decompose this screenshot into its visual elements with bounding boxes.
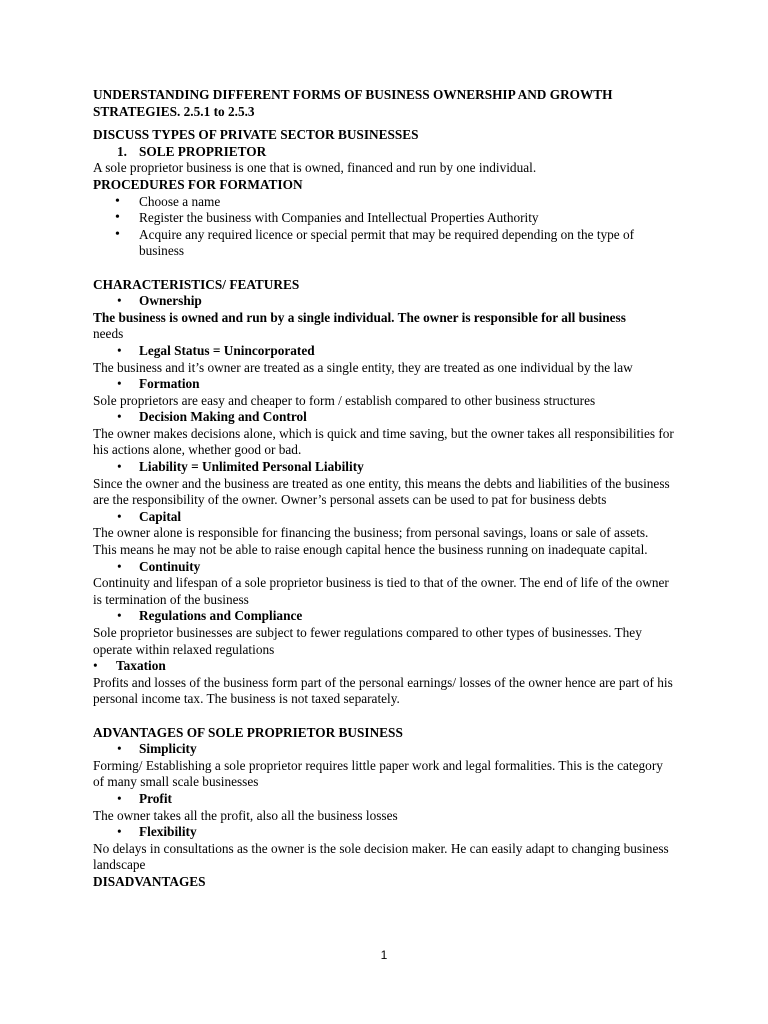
formation-steps-list (93, 194, 675, 260)
feature-text: Sole proprietors are easy and cheaper to form / establish compared to other business structures (93, 392, 596, 408)
section-heading-private-sector: DISCUSS TYPES OF PRIVATE SECTOR BUSINESSES (93, 127, 419, 143)
list-item: • Acquire any required licence or special permit that may be required depending on the type of business (93, 227, 675, 260)
document-title: UNDERSTANDING DIFFERENT FORMS OF BUSINESS OWNERSHIP AND GROWTH STRATEGIES. 2.5.1 to 2.5.3 (93, 87, 613, 119)
formation-heading: PROCEDURES FOR FORMATION (93, 176, 303, 192)
feature-text: Profits and losses of the business form part of the personal earnings/ losses of the owner hence are part of his personal income tax. The business is not taxed separately. (93, 674, 673, 707)
definition-text: A sole proprietor business is one that is owned, financed and run by one individual. (93, 160, 537, 176)
characteristics-heading: CHARACTERISTICS/ FEATURES (93, 276, 300, 292)
feature-text: The owner alone is responsible for financing the business; from personal savings, loans or sale of assets. This means he may not be able to raise enough capital hence the business running on inadequate capital. (93, 525, 649, 558)
feature-text: Continuity and lifespan of a sole proprietor business is tied to that of the owner. The end of life of the owner is termination of the business (93, 575, 669, 607)
feature-label: • Liability = Unlimited Personal Liability (93, 459, 675, 476)
feature-label: • Ownership (93, 293, 675, 310)
feature-text: Sole proprietor businesses are subject to fewer regulations compared to other types of businesses. They operate within relaxed regulations (93, 625, 642, 657)
list-item: • Choose a name (93, 194, 675, 211)
feature-text-bold: The business is owned and run by a single individual. The owner is responsible for all business (93, 309, 626, 325)
feature-label: • Regulations and Compliance (93, 608, 675, 625)
advantage-text: No delays in consultations as the owner is the sole decision maker. He can easily adapt to changing business landscape (93, 840, 669, 873)
advantage-label: • Profit (93, 791, 675, 808)
advantage-label: • Simplicity (93, 741, 675, 758)
feature-text: The owner makes decisions alone, which is quick and time saving, but the owner takes all responsibilities for his actions alone, whether good or bad. (93, 425, 674, 458)
disadvantages-heading: DISADVANTAGES (93, 873, 206, 889)
numbered-item-sole-proprietor: 1. SOLE PROPRIETOR (117, 143, 267, 159)
list-item: • Register the business with Companies and Intellectual Properties Authority (93, 210, 675, 227)
advantage-label: • Flexibility (93, 824, 675, 841)
document-page (93, 87, 675, 891)
advantage-text: Forming/ Establishing a sole proprietor requires little paper work and legal formalities. This is the category of many small scale businesses (93, 757, 663, 790)
feature-label: • Legal Status = Unincorporated (93, 343, 675, 360)
feature-text: Since the owner and the business are treated as one entity, this means the debts and liabilities of the business are the responsibility of the owner. Owner’s personal assets can be used to pat for business debts (93, 475, 670, 508)
page-number: 1 (380, 948, 388, 962)
feature-label: • Decision Making and Control (93, 409, 675, 426)
feature-label: • Capital (93, 509, 675, 526)
feature-text: needs (93, 326, 124, 342)
feature-text: The business and it’s owner are treated as a single entity, they are treated as one individual by the law (93, 359, 633, 375)
feature-label: • Continuity (93, 559, 675, 576)
advantage-text: The owner takes all the profit, also all the business losses (93, 807, 398, 823)
feature-label: • Formation (93, 376, 675, 393)
feature-label-taxation: • Taxation (93, 658, 675, 675)
advantages-heading: ADVANTAGES OF SOLE PROPRIETOR BUSINESS (93, 724, 403, 740)
